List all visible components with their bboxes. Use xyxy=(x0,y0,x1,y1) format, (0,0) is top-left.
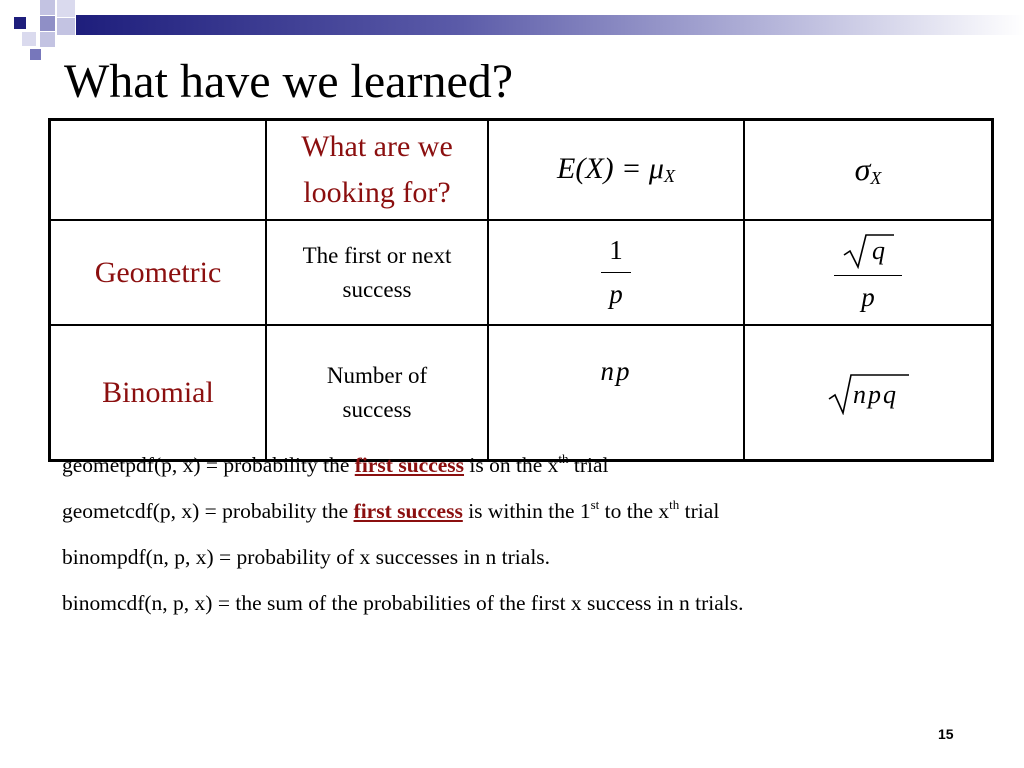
row-description-line2: success xyxy=(342,396,412,422)
expectation-formula: E(X) = μ xyxy=(557,152,664,186)
note-text: is on the x xyxy=(464,453,559,477)
note-line xyxy=(62,450,982,496)
header-looking-for-line1: What are we xyxy=(301,130,453,163)
note-text: geometcdf(p, x) = probability the xyxy=(62,499,354,523)
sigma-subscript: X xyxy=(870,168,882,189)
fraction-bar xyxy=(601,272,631,273)
table-row xyxy=(50,325,993,461)
deco-square xyxy=(57,0,75,17)
mean-numerator: 1 xyxy=(609,235,623,265)
note-text: trial xyxy=(568,453,609,477)
sqrt-npq-icon xyxy=(827,371,909,415)
note-superscript: th xyxy=(558,451,569,466)
note-line: binompdf(n, p, x) = probability of x successes in n trials. xyxy=(62,545,551,569)
header-standard-deviation xyxy=(744,120,993,221)
slide-title: What have we learned? xyxy=(64,55,514,108)
header-looking-for xyxy=(266,120,488,221)
mean-expression: np xyxy=(600,356,632,386)
note-text: trial xyxy=(679,499,720,523)
row-description-line1: The first or next xyxy=(302,242,452,268)
sd-numerator xyxy=(834,233,902,269)
header-empty-cell xyxy=(50,120,267,221)
note-line xyxy=(62,496,982,542)
table-row xyxy=(50,220,993,325)
row-label-cell xyxy=(50,325,267,461)
sd-radicand: q xyxy=(872,235,885,265)
row-description-cell xyxy=(266,220,488,325)
note-text: to the x xyxy=(599,499,670,523)
row-sd-cell xyxy=(744,325,993,461)
expectation-subscript: X xyxy=(663,166,675,187)
note-line: binomcdf(n, p, x) = the sum of the probabilities of the first x success in n trials. xyxy=(62,591,744,615)
deco-square xyxy=(40,16,55,31)
sd-denominator: p xyxy=(861,281,875,312)
row-description-cell xyxy=(266,325,488,461)
row-label: Geometric xyxy=(94,255,222,289)
table-header-row xyxy=(50,120,993,221)
page-number: 15 xyxy=(938,726,954,742)
deco-square xyxy=(22,32,36,46)
note-superscript: th xyxy=(669,497,680,512)
row-label-cell xyxy=(50,220,267,325)
row-description-line1: Number of xyxy=(326,362,428,388)
note-text: geometpdf(p, x) = probability the xyxy=(62,453,355,477)
sigma-symbol: σ xyxy=(854,150,871,187)
mean-denominator: p xyxy=(609,279,623,309)
row-description-line2: success xyxy=(342,276,412,302)
note-emphasis: first success xyxy=(354,453,465,477)
note-emphasis: first success xyxy=(353,499,463,523)
row-label: Binomial xyxy=(102,375,214,409)
header-gradient-band xyxy=(76,15,1024,35)
row-sd-cell xyxy=(744,220,993,325)
sd-radicand: npq xyxy=(853,379,898,409)
deco-square xyxy=(40,32,55,47)
deco-square xyxy=(57,18,75,35)
sqrt-q-icon xyxy=(842,233,894,269)
note-text: is within the 1 xyxy=(462,499,591,523)
sd-fraction xyxy=(834,233,902,313)
note-superscript: st xyxy=(590,497,600,512)
header-expectation xyxy=(488,120,744,221)
deco-square xyxy=(30,49,41,60)
deco-square xyxy=(40,0,55,15)
fraction-bar xyxy=(834,275,902,276)
notes-list xyxy=(62,450,982,634)
row-mean-cell xyxy=(488,220,744,325)
summary-table xyxy=(48,118,994,462)
row-mean-cell xyxy=(488,325,744,461)
mean-fraction xyxy=(601,235,631,310)
deco-square xyxy=(14,17,26,29)
header-looking-for-line2: looking for? xyxy=(303,176,451,209)
